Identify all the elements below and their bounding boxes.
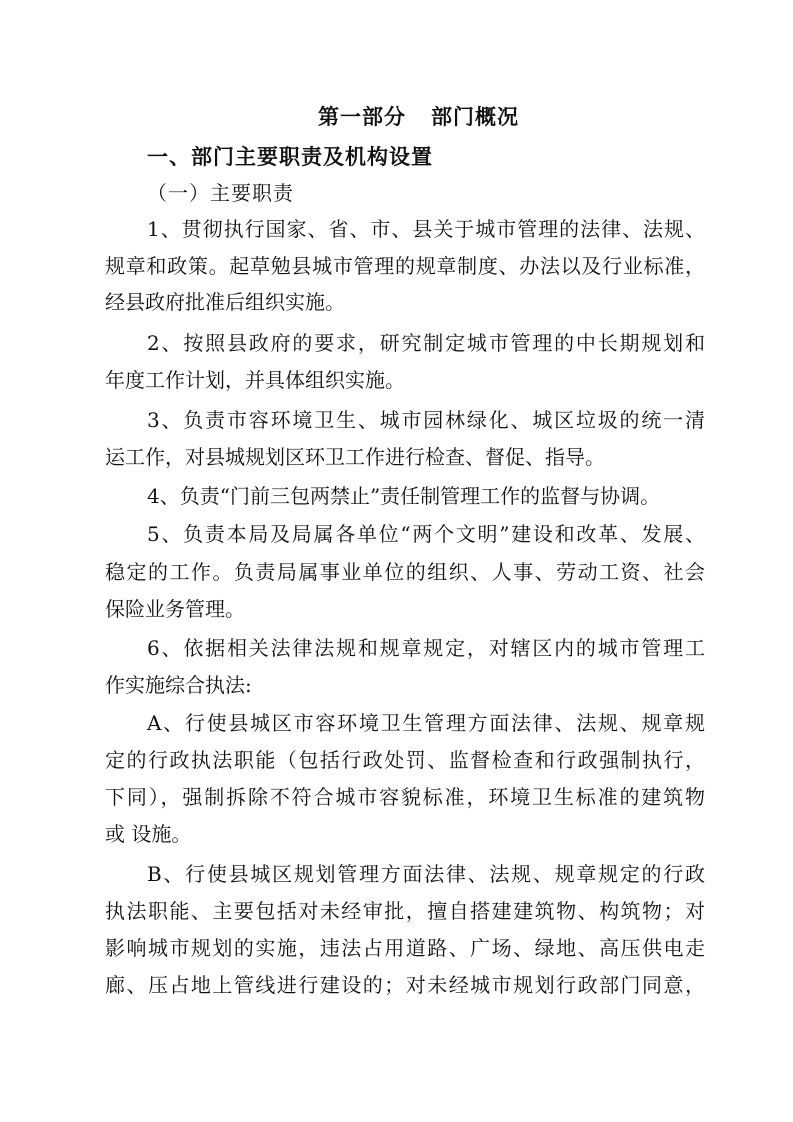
paragraph-line: 稳定的工作。负责局属事业单位的组织、人事、劳动工资、社会 [105, 560, 705, 584]
paragraph-line: 3、负责市容环境卫生、城市园林绿化、城区垃圾的统一清 [147, 408, 705, 432]
paragraph-line: 作实施综合执法: [105, 673, 252, 697]
paragraph-line: 6、依据相关法律法规和规章规定，对辖区内的城市管理工 [147, 636, 705, 660]
paragraph-line: 2、按照县政府的要求，研究制定城市管理的中长期规划和 [147, 331, 705, 355]
paragraph-line: 4、负责“门前三包两禁止”责任制管理工作的监督与协调。 [147, 484, 661, 508]
paragraph-line: 定的行政执法职能（包括行政处罚、监督检查和行政强制执行， [105, 748, 705, 772]
section-heading: 一、部门主要职责及机构设置 [147, 145, 433, 169]
paragraph-line: 5、负责本局及局属各单位“两个文明”建设和改革、发展、 [147, 522, 705, 546]
paragraph-line: 运工作，对县城规划区环卫工作进行检查、督促、指导。 [105, 445, 605, 469]
subsection-heading: （一）主要职责 [147, 181, 294, 205]
paragraph-line: B、行使县城区规划管理方面法律、法规、规章规定的行政 [147, 862, 705, 886]
paragraph-line: 廊、压占地上管线进行建设的；对未经城市规划行政部门同意， [105, 973, 705, 997]
paragraph-line: 或 设施。 [105, 822, 192, 846]
paragraph-line: A、行使县城区市容环境卫生管理方面法律、法规、规章规 [147, 711, 705, 735]
paragraph-line: 影响城市规划的实施，违法占用道路、广场、绿地、高压供电走 [105, 936, 705, 960]
paragraph-line: 规章和政策。起草勉县城市管理的规章制度、办法以及行业标准， [105, 254, 705, 278]
paragraph-line: 保险业务管理。 [105, 597, 245, 621]
paragraph-line: 年度工作计划，并具体组织实施。 [105, 368, 405, 392]
paragraph-line: 1、贯彻执行国家、省、市、县关于城市管理的法律、法规、 [147, 217, 705, 241]
paragraph-line: 下同），强制拆除不符合城市容貌标准，环境卫生标准的建筑物 [105, 785, 705, 809]
paragraph-line: 执法职能、主要包括对未经审批，擅自搭建建筑物、构筑物；对 [105, 899, 705, 923]
page-title: 第一部分 部门概况 [318, 105, 519, 129]
paragraph-line: 经县政府批准后组织实施。 [105, 290, 345, 314]
